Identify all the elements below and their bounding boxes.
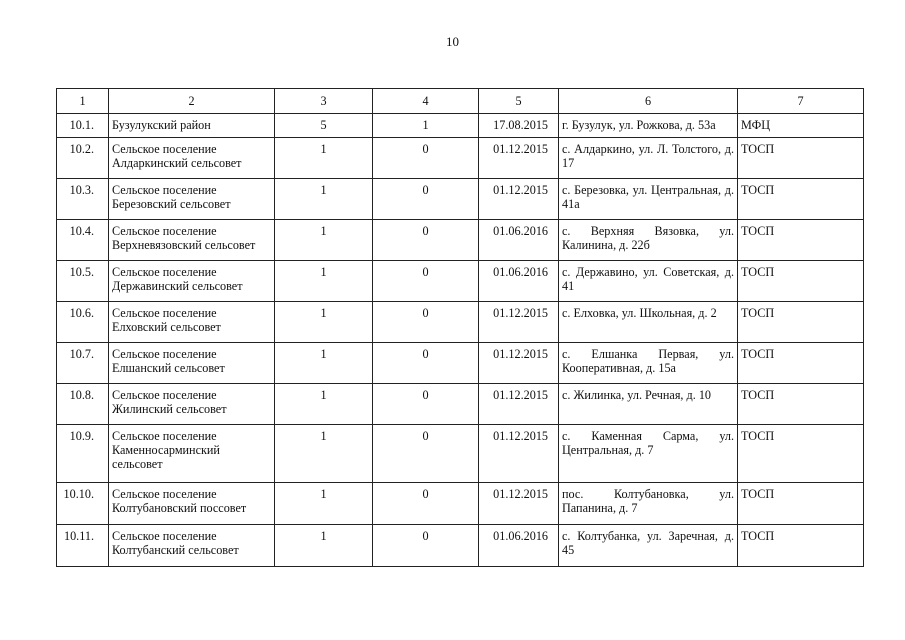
address-cell: пос. Колтубановка, ул. Папанина, д. 7 <box>559 483 738 525</box>
column-header: 3 <box>275 89 373 114</box>
table-header-row <box>57 89 864 114</box>
count-cell: 0 <box>373 483 479 525</box>
row-number-cell: 10.1. <box>57 114 109 138</box>
count-cell: 1 <box>275 138 373 179</box>
address-cell: с. Колтубанка, ул. Заречная, д. 45 <box>559 525 738 567</box>
table-row <box>57 261 864 302</box>
territory-cell: Сельское поселение Каменносарминский сельсовет <box>109 425 275 483</box>
count-cell: 1 <box>275 261 373 302</box>
date-cell: 01.12.2015 <box>479 384 559 425</box>
table-row <box>57 525 864 567</box>
territory-cell: Сельское поселение Елховский сельсовет <box>109 302 275 343</box>
column-header: 6 <box>559 89 738 114</box>
type-cell: ТОСП <box>738 138 864 179</box>
address-cell: с. Алдаркино, ул. Л. Толстого, д. 17 <box>559 138 738 179</box>
territory-cell: Сельское поселение Елшанский сельсовет <box>109 343 275 384</box>
territory-cell: Бузулукский район <box>109 114 275 138</box>
address-cell: с. Елховка, ул. Школьная, д. 2 <box>559 302 738 343</box>
row-number-cell: 10.11. <box>57 525 109 567</box>
row-number-cell: 10.2. <box>57 138 109 179</box>
column-header: 1 <box>57 89 109 114</box>
count-cell: 1 <box>275 343 373 384</box>
table-row <box>57 483 864 525</box>
count-cell: 1 <box>275 425 373 483</box>
date-cell: 01.06.2016 <box>479 525 559 567</box>
type-cell: ТОСП <box>738 384 864 425</box>
address-cell: с. Верхняя Вязовка, ул. Калинина, д. 22б <box>559 220 738 261</box>
table-row <box>57 384 864 425</box>
row-number-cell: 10.9. <box>57 425 109 483</box>
address-cell: с. Елшанка Первая, ул. Кооперативная, д. 15а <box>559 343 738 384</box>
count-cell: 1 <box>275 384 373 425</box>
date-cell: 01.12.2015 <box>479 179 559 220</box>
type-cell: ТОСП <box>738 483 864 525</box>
territory-cell: Сельское поселение Алдаркинский сельсовет <box>109 138 275 179</box>
date-cell: 17.08.2015 <box>479 114 559 138</box>
table-row <box>57 302 864 343</box>
type-cell: МФЦ <box>738 114 864 138</box>
page-number: 10 <box>446 34 459 49</box>
type-cell: ТОСП <box>738 343 864 384</box>
address-cell: с. Каменная Сарма, ул. Центральная, д. 7 <box>559 425 738 483</box>
table-row <box>57 343 864 384</box>
territory-cell: Сельское поселение Жилинский сельсовет <box>109 384 275 425</box>
column-header: 5 <box>479 89 559 114</box>
table-row <box>57 425 864 483</box>
date-cell: 01.12.2015 <box>479 343 559 384</box>
count-cell: 1 <box>275 525 373 567</box>
row-number-cell: 10.6. <box>57 302 109 343</box>
table-row <box>57 220 864 261</box>
count-cell: 0 <box>373 302 479 343</box>
count-cell: 1 <box>275 220 373 261</box>
date-cell: 01.06.2016 <box>479 261 559 302</box>
date-cell: 01.12.2015 <box>479 302 559 343</box>
address-cell: с. Березовка, ул. Центральная, д. 41а <box>559 179 738 220</box>
territory-cell: Сельское поселение Колтубанский сельсовет <box>109 525 275 567</box>
row-number-cell: 10.4. <box>57 220 109 261</box>
type-cell: ТОСП <box>738 179 864 220</box>
type-cell: ТОСП <box>738 525 864 567</box>
territory-cell: Сельское поселение Березовский сельсовет <box>109 179 275 220</box>
row-number-cell: 10.3. <box>57 179 109 220</box>
count-cell: 0 <box>373 138 479 179</box>
count-cell: 1 <box>275 179 373 220</box>
count-cell: 0 <box>373 425 479 483</box>
table-row <box>57 114 864 138</box>
row-number-cell: 10.8. <box>57 384 109 425</box>
row-number-cell: 10.10. <box>57 483 109 525</box>
count-cell: 1 <box>275 302 373 343</box>
column-header: 7 <box>738 89 864 114</box>
date-cell: 01.12.2015 <box>479 483 559 525</box>
territory-cell: Сельское поселение Верхневязовский сельсовет <box>109 220 275 261</box>
type-cell: ТОСП <box>738 261 864 302</box>
row-number-cell: 10.5. <box>57 261 109 302</box>
column-header: 4 <box>373 89 479 114</box>
count-cell: 0 <box>373 525 479 567</box>
count-cell: 0 <box>373 384 479 425</box>
count-cell: 0 <box>373 343 479 384</box>
type-cell: ТОСП <box>738 425 864 483</box>
date-cell: 01.06.2016 <box>479 220 559 261</box>
address-cell: г. Бузулук, ул. Рожкова, д. 53а <box>559 114 738 138</box>
count-cell: 1 <box>275 483 373 525</box>
territory-cell: Сельское поселение Державинский сельсовет <box>109 261 275 302</box>
row-number-cell: 10.7. <box>57 343 109 384</box>
type-cell: ТОСП <box>738 220 864 261</box>
count-cell: 0 <box>373 179 479 220</box>
territory-cell: Сельское поселение Колтубановский поссовет <box>109 483 275 525</box>
type-cell: ТОСП <box>738 302 864 343</box>
count-cell: 5 <box>275 114 373 138</box>
date-cell: 01.12.2015 <box>479 138 559 179</box>
table-row <box>57 179 864 220</box>
table-row <box>57 138 864 179</box>
column-header: 2 <box>109 89 275 114</box>
count-cell: 0 <box>373 220 479 261</box>
date-cell: 01.12.2015 <box>479 425 559 483</box>
address-cell: с. Державино, ул. Советская, д. 41 <box>559 261 738 302</box>
data-table <box>56 88 864 567</box>
address-cell: с. Жилинка, ул. Речная, д. 10 <box>559 384 738 425</box>
count-cell: 0 <box>373 261 479 302</box>
count-cell: 1 <box>373 114 479 138</box>
